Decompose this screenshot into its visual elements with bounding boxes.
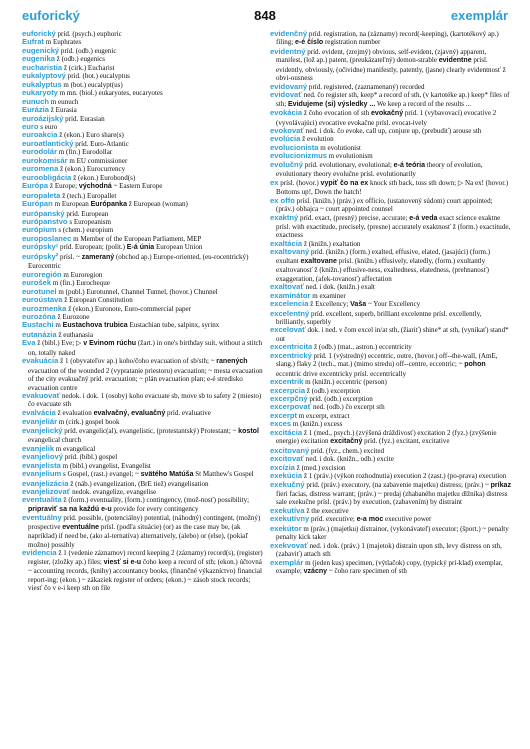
dictionary-entry xyxy=(22,89,264,97)
entry-text: príd. (bot.) eucalyptus xyxy=(65,72,130,81)
page-header xyxy=(0,0,530,26)
entry-text: príd. evident, (zrejmý) obvious, self-evident, (zjavný) apparent, manifest, (lož ap.) patent, (preukázateľný) demon-strable xyxy=(276,47,487,65)
dictionary-entry xyxy=(270,179,512,197)
entry-text: m European xyxy=(52,200,91,209)
headword: euromena xyxy=(22,164,59,174)
headword: exekvovať xyxy=(270,540,308,550)
entry-text: ž Eurozone xyxy=(55,312,90,321)
entry-text: ž Europe; xyxy=(48,182,79,191)
headword: európsky² xyxy=(22,251,59,261)
example-phrase: evokačný xyxy=(370,110,404,118)
entry-text: ned. čo register sth, keep* a record of sth, (v kartotéke ap.) keep* files of sth; xyxy=(276,91,510,108)
entry-text: ~ Your Excellency xyxy=(366,300,421,309)
entry-text: ž (ekon.) Euro share(s) xyxy=(57,131,124,140)
dictionary-entry xyxy=(270,447,512,455)
example-phrase: pohon xyxy=(464,361,486,369)
dictionary-entry xyxy=(270,559,512,577)
headword: exekučný xyxy=(270,479,305,489)
headword: euroústava xyxy=(22,295,63,305)
entry-text: m excerpt, extract xyxy=(297,411,350,420)
entry-text: m eunuch xyxy=(49,97,79,106)
headword: excelovať xyxy=(270,325,306,335)
entry-text: príd. exact, (presný) precise, accurate; xyxy=(298,213,410,222)
headword: excerpčný xyxy=(270,394,308,404)
entry-text: provide for every contingency xyxy=(111,504,199,513)
entry-text: m examiner xyxy=(310,291,346,300)
headword: excelentný xyxy=(270,308,310,318)
dictionary-entry xyxy=(22,253,264,271)
entry-text: príd. (psych.) euphoric xyxy=(55,30,122,38)
dictionary-entry xyxy=(22,192,264,200)
dictionary-entry xyxy=(22,115,264,123)
dictionary-entry xyxy=(270,403,512,411)
example-phrase: Evidujeme (si) výsledky ... xyxy=(287,100,376,108)
headword: eurotunel xyxy=(22,286,57,296)
entry-text: príd. (fyz.) excitant, excitative xyxy=(362,437,450,446)
entry-text: ž Excellency; xyxy=(308,300,351,309)
headword: eukaryoty xyxy=(22,88,58,98)
dictionary-entry xyxy=(270,248,512,283)
entry-text: ž 1 (práv.) (výkon rozhodnutia) execution 2 (zast.) (po-prava) execution xyxy=(302,472,507,481)
entry-text: čoho keep a record of sth; (ekon.) účtovná ~ accounting records, (knihy) accountancy books, (finančné výkazníctvo) financial report-ing; (ekon.) ~ zákaziek register of orders; (ekon.) ~ zásob stock records; viesť čo v e-i keep sth on file xyxy=(28,557,262,592)
example-phrase: v Evinom rúchu xyxy=(83,340,137,348)
dictionary-entry xyxy=(270,214,512,240)
example-phrase: pripraviť sa na každú e-u xyxy=(28,505,112,513)
entry-text: evacuation of the wounded 2 (vypratanie priestoru) evacuation; ~ mesta evacuation of the city evakuačný príd. evacuation; ~ plán evacuation plan; e-é stredisko evacuation centre xyxy=(28,366,263,392)
entry-text: ž (odb.) excerption xyxy=(305,386,361,395)
headword: excitácia xyxy=(270,427,303,437)
dictionary-entry xyxy=(270,197,512,214)
entry-text: ž evolution xyxy=(300,135,334,144)
entry-text: príd. registration, na (záznamy) record(-keeping), (kartotékový ap.) filing; xyxy=(276,30,499,47)
entry-text: príd. (knižn.) (form.) exalted, effusive, elated, (jasajúci) (form.) exultant xyxy=(276,248,491,265)
entry-text: ~ čoho rare specimen of sth xyxy=(327,567,407,576)
dictionary-entry xyxy=(22,174,264,182)
headword: evidentný xyxy=(270,46,306,56)
entry-text: príd. evolutionary, evolutional; xyxy=(302,160,394,169)
headword: eukalyptový xyxy=(22,71,66,81)
entry-text: ž 1 (med., psych.) (zvýšená dráždivosť) excitation 2 (fyz.) (zvýšenie energie) excitation xyxy=(276,428,497,446)
headword: euforický xyxy=(22,29,56,38)
headword: examinátor xyxy=(270,290,311,300)
entry-text: m (publ.) Eurotunnel, Channel Tunnel, (hovor.) Chunnel xyxy=(56,287,218,296)
entry-text: ned. (odb.) čo excerpt sth xyxy=(311,403,385,412)
entry-text: m evangelical xyxy=(54,444,96,453)
dictionary-entry xyxy=(22,81,264,89)
headword: evanjeliár xyxy=(22,417,58,427)
headword: evanjelizácia xyxy=(22,478,69,488)
headword: evidencia xyxy=(22,548,57,558)
headword: euro xyxy=(22,121,39,131)
example-phrase: e-á teória xyxy=(393,161,426,169)
headword: ex xyxy=(270,177,279,187)
entry-text: prísl. ~ xyxy=(58,252,82,261)
headword: eventuálny xyxy=(22,513,62,523)
example-phrase: e-é číslo xyxy=(295,39,324,47)
dictionary-entry xyxy=(270,352,512,378)
entry-text: príd. (odb.) excerption xyxy=(307,395,373,404)
dictionary-entry xyxy=(270,48,512,83)
headword: euroázijský xyxy=(22,113,64,123)
entry-text: príd. (práv.) executory, (na zabavenie majetku) distress; (práv.) ~ xyxy=(304,480,491,489)
example-phrase: evalvačný, evaluačný xyxy=(93,409,166,417)
entry-text: príd. evaluative xyxy=(165,408,211,417)
headword: evolucionista xyxy=(270,142,319,152)
entry-text: príd. registered, (zaznamenaný) recorded xyxy=(307,82,425,91)
headword: eugenický xyxy=(22,45,60,55)
headword: Eufrat xyxy=(22,37,44,47)
dictionary-entry xyxy=(270,464,512,472)
dictionary-entry xyxy=(270,481,512,507)
headword: excízia xyxy=(270,462,295,472)
entry-text: We keep a record of the results ... xyxy=(375,99,472,108)
dictionary-entry xyxy=(270,30,512,48)
entry-text: s (chem.) europium xyxy=(56,226,114,235)
headword: excentricita xyxy=(270,342,313,352)
entry-text: ž (ekon.) Euronote, Euro-commercial paper xyxy=(66,304,191,313)
headword: ex offo xyxy=(270,195,295,205)
entry-text: príd. (bibl.) gospel xyxy=(62,453,118,462)
entry-text: ž (ekon.) Eurocurrency xyxy=(58,165,126,174)
headword: evanjelik xyxy=(22,443,55,453)
entry-text: ž 1 (vedenie záznamov) record keeping 2 (záznamy) record(s), (register) register, (zložky ap.) files; xyxy=(28,549,263,566)
headword: exekutíva xyxy=(270,505,305,515)
example-phrase: Európanka xyxy=(90,201,128,209)
entry-text: nedok. evangelize, evangelise xyxy=(70,488,157,497)
entry-text: m Euroregion xyxy=(61,270,103,279)
entry-text: m (bibl.) evangelist, Evangelist xyxy=(60,461,151,470)
dictionary-entry xyxy=(22,409,264,418)
entry-text: ned. i dok. (knižn.) exalt xyxy=(304,283,375,292)
dictionary-entry xyxy=(22,157,264,165)
dictionary-entry xyxy=(270,83,512,91)
headword: europoslanec xyxy=(22,233,72,243)
entry-text: ž (tech.) Europallet xyxy=(60,191,117,200)
entry-text: eccentric drive excentricky prísl. eccentrically xyxy=(276,369,407,378)
headword: evokovať xyxy=(270,125,305,135)
entry-text: príd. executive; xyxy=(309,515,357,524)
entry-text: nedok. i dok. 1 (osoby) koho evacuate sb, move sb to safety 2 (miesto) čo evacuate sth xyxy=(28,392,262,409)
entry-text: príd. 1 (výstredný) eccentric, outre, (hovor.) off--the-wall, (AmE, slang.) flaky 2 (tech., mat.) (mimo stredu) off--centre, eccentric; ~ xyxy=(276,351,498,369)
entry-text: m evolutionism xyxy=(326,152,373,161)
headword: exces xyxy=(270,419,292,429)
headword: Eva xyxy=(22,338,36,348)
example-phrase: evidentne xyxy=(438,57,472,65)
entry-text: m Euphrates xyxy=(43,38,82,47)
headword: európium xyxy=(22,225,57,235)
entry-text: príd. (odb.) eugenic xyxy=(59,46,117,55)
dictionary-entry xyxy=(270,420,512,428)
headword: excerpt xyxy=(270,410,298,420)
headword: evanjelium xyxy=(22,469,62,479)
entry-text: m EU commissioner xyxy=(67,156,128,165)
entry-text: ž (bibl.) Eve; ▷ xyxy=(35,339,84,348)
headword: eunuch xyxy=(22,96,50,106)
entry-text: m (bot.) eucalypt(us) xyxy=(61,80,123,89)
headword: európanský xyxy=(22,208,65,218)
entry-text: ž European Constitution xyxy=(62,296,133,305)
entry-text: (žart.) in one's birthday suit, without a stitch on, totally naked xyxy=(28,339,263,357)
running-head-right: exemplár xyxy=(450,8,508,23)
entry-text: ž čoho evocation of sth xyxy=(302,109,371,118)
example-phrase: vypiť čo na ex xyxy=(320,179,369,187)
dictionary-entry xyxy=(270,310,512,327)
entry-text: príd. evangelic(al), evangelistic, (protestantský) Protestant; ~ xyxy=(62,426,239,435)
headword: exaktný xyxy=(270,212,299,222)
headword: evakuovať xyxy=(22,391,61,401)
entry-text: ž (cirk.) Eucharist xyxy=(62,63,115,72)
headword: Eurázia xyxy=(22,105,50,115)
entry-text: m (fin.) Eurodollar xyxy=(57,148,113,157)
dictionary-entry xyxy=(22,514,264,549)
entry-text: theory of evolution, evolutionary theory evolučne prísl. evolutionarily xyxy=(276,160,483,179)
headword: europaleta xyxy=(22,190,61,200)
entry-text: m (jeden kus) specimen, (výtlačok) copy, (typický prí-klad) exemplar, example; xyxy=(276,558,503,576)
example-phrase: exaltovane xyxy=(300,257,337,265)
entry-text: s Gospel, (rast.) evangel; ~ xyxy=(61,470,141,479)
headword: exaltovaný xyxy=(270,247,310,257)
example-phrase: svätého Matúša xyxy=(140,471,194,479)
entry-text: prísl. (hovor.) xyxy=(278,178,321,187)
headword: evolúcia xyxy=(270,134,301,144)
headword: exekútor xyxy=(270,523,302,533)
entry-text: European Union xyxy=(154,243,203,252)
headword: Európa xyxy=(22,181,49,191)
dictionary-entry xyxy=(22,496,264,514)
entry-text: ž (med.) excision xyxy=(294,463,346,472)
headword: Eustachi xyxy=(22,320,54,330)
entry-text: registration number xyxy=(323,38,381,47)
headword: excentrický xyxy=(270,350,312,360)
entry-text: m (práv.) (majetku) distrainor, (vykonávateľ) executor; (šport.) ~ penalty penalty kick taker xyxy=(276,524,509,542)
entry-text: ž (ekon.) Eurobond(s) xyxy=(71,173,136,182)
headword: euroatlantický xyxy=(22,138,74,148)
entry-text: (obchod ap.) Europe-oriented, (eu-rocentrický) Eurocentric xyxy=(28,252,249,271)
headword: excentrik xyxy=(270,377,304,387)
entry-text: ž 1 (obyvateľov ap.) koho/čoho evacuation of sb/sth; ~ xyxy=(58,357,217,366)
dictionary-entry xyxy=(22,392,264,409)
dictionary-entry xyxy=(270,429,512,447)
headword: európanstvo xyxy=(22,216,68,226)
entry-text: ned. i dok. (knižn., odb.) excite xyxy=(304,455,394,464)
headword: evidovať xyxy=(270,90,302,100)
headword: euroobligácia xyxy=(22,172,72,182)
example-phrase: e-á veda xyxy=(409,214,438,222)
headword: excerpovať xyxy=(270,402,312,412)
dictionary-entry xyxy=(22,305,264,313)
headword: evalvácia xyxy=(22,407,56,417)
dictionary-entry xyxy=(270,152,512,160)
headword: evanjeliový xyxy=(22,452,63,462)
entry-text: ž (form.) eventuality, (form.) contingency, (mož-nosť) possibility; xyxy=(61,496,250,505)
entry-text: príd. possible, (potenciálny) potential, (náhodný) contingent, (možný) prospective xyxy=(28,514,261,531)
entry-text: príd. Eurasian xyxy=(63,114,105,123)
entry-text: m mn. (biol.) eukaryotes, eucaryotes xyxy=(57,89,163,98)
dictionary-entry xyxy=(22,279,264,287)
example-phrase: ranených xyxy=(216,358,248,366)
entry-text: ž (odb.) eugenics xyxy=(54,55,106,64)
entry-text: m (knižn.) eccentric (person) xyxy=(303,378,387,387)
example-phrase: kostol xyxy=(238,427,259,435)
dictionary-entry xyxy=(22,98,264,106)
entry-text: exact science exaktne prísl. with exactitude, precisely, (presne) accurately exaktnosť ž (form.) exactitude, exactness xyxy=(276,213,511,240)
example-phrase: Vaša xyxy=(350,301,367,309)
headword: euroregión xyxy=(22,269,62,279)
headword: eugenika xyxy=(22,54,55,64)
example-phrase: východná xyxy=(78,183,112,191)
entry-text: ž the executive xyxy=(304,506,349,515)
dictionary-entry xyxy=(22,357,264,392)
entry-text: príd. (fyz., chem.) excited xyxy=(309,446,385,455)
headword: exaltácia xyxy=(270,238,303,248)
headword: exekutívny xyxy=(270,514,310,524)
entry-text: fieri facias, distress warrant; (práv.) ~ predaj (zhabaného majetku dlžníka) distress sale exekučne prísl. (práv.) by execution, (zabavením) by distraint xyxy=(276,490,508,507)
dictionary-entry xyxy=(270,91,512,109)
headword: eurokomisár xyxy=(22,155,68,165)
entry-text: dok. i ned. v čom excel in/at sth, (žiariť) shine* at sth, (vynikať) stand* out xyxy=(276,326,509,343)
headword: eukalyptus xyxy=(22,79,62,89)
right-column xyxy=(270,30,512,577)
dictionary-entry xyxy=(270,525,512,542)
entry-text: ž Eurasia xyxy=(49,106,77,115)
headword: eucharistia xyxy=(22,62,63,72)
entry-text: príd. European xyxy=(64,209,109,218)
entry-text: m Member of the European Parliament, MEP xyxy=(71,234,202,243)
headword: evokácia xyxy=(270,108,303,118)
headword: evakuácia xyxy=(22,356,59,366)
dictionary-entry xyxy=(270,161,512,179)
example-phrase: príkaz xyxy=(490,481,511,489)
headword: excitovaný xyxy=(270,445,310,455)
headword: evolučný xyxy=(270,159,303,169)
entry-text: m evolutionist xyxy=(318,143,361,152)
entry-text: s euro xyxy=(38,122,58,131)
entry-text: ned. i dok. čo evoke, call up, conjure up, (prebudiť) arouse sth xyxy=(304,126,482,135)
entry-text: prísl. (knižn.) (práv.) ex officio, (ustanovený súdom) court appointed; (práv.) obhajca ~ court appointed counsel xyxy=(276,196,493,214)
entry-text: m (fin.) Eurocheque xyxy=(51,279,110,288)
entry-text: ž European (woman) xyxy=(127,200,188,209)
dictionary-entry xyxy=(22,339,264,357)
example-phrase: vzácny xyxy=(303,568,328,576)
headword: evanjelizovať xyxy=(22,487,71,497)
entry-text: Eustachian tube, salpinx, syrinx xyxy=(127,321,220,330)
headword: evolucionizmus xyxy=(270,151,327,161)
entry-text: m xyxy=(53,321,63,330)
headword: exaltovať xyxy=(270,282,305,292)
entry-text: ž (knižn.) exaltation xyxy=(302,239,361,248)
entry-text: executive power xyxy=(383,515,432,524)
headword: eurošek xyxy=(22,278,52,288)
dictionary-entry xyxy=(270,378,512,386)
headword: Európan xyxy=(22,199,53,209)
entry-text: prísl. (knižn.) effusively, elatedly, (form.) exultantly exaltovanosť ž (knižn.) effusive-ness, exaltedness, elatedness, (prehnanosť) exaggeration, (afek-tovanosť) affectation xyxy=(276,256,489,283)
headword: evidenčný xyxy=(270,29,308,38)
headword: eurozmenka xyxy=(22,303,67,313)
left-column xyxy=(22,30,264,592)
entry-text: príd. Euro-Atlantic xyxy=(73,139,129,148)
dictionary-entry xyxy=(270,455,512,463)
dictionary-entry xyxy=(270,326,512,343)
dictionary-entry xyxy=(22,321,264,330)
entry-text: ned. i dok. (práv.) 1 (majetok) distrain upon sth, levy distress on sth, (zabaviť) attach sth xyxy=(276,541,502,559)
headword: eutanázia xyxy=(22,329,57,339)
entry-text: príd. excellent, superb, brilliant excelentne prísl. excellently, brilliantly, superbly xyxy=(276,309,482,326)
example-phrase: excitačný xyxy=(330,438,363,446)
example-phrase: Eustachova trubica xyxy=(62,322,128,330)
entry-text: ž evaluation xyxy=(55,408,94,417)
dictionary-entry xyxy=(22,549,264,592)
headword: eurozóna xyxy=(22,311,56,321)
entry-text: príd. European; (polit.) xyxy=(58,243,127,252)
page-number: 848 xyxy=(254,8,276,23)
dictionary-entry xyxy=(22,271,264,279)
headword: evidovaný xyxy=(270,81,308,91)
entry-text: ž (náb.) evangelization, (BrE tiež) evangelisation xyxy=(68,479,209,488)
example-phrase: viesť si e-u xyxy=(103,558,142,566)
entry-text: m (cirk.) gospel book xyxy=(57,418,120,427)
entry-text: prísl. (podľa situácie) (or) as the case may be, (ak napríklad) if need be, (ako al-ternatíva) alternatively, (alebo) or (else), (pokiaľ možno) possibly xyxy=(28,522,249,549)
dictionary-entry xyxy=(22,243,264,252)
entry-text: St Matthew's Gospel xyxy=(193,470,254,479)
headword: európsky¹ xyxy=(22,242,59,252)
headword: excelencia xyxy=(270,299,309,309)
dictionary-entry xyxy=(22,427,264,445)
headword: exemplár xyxy=(270,557,304,567)
headword: excerpcia xyxy=(270,385,306,395)
headword: evanjelický xyxy=(22,425,63,435)
entry-text: príd. 1 (vybavovací) evocative 2 (vyvolávajúci) evocative evokačne prísl. evocat-ively xyxy=(276,109,497,127)
dictionary-entry xyxy=(270,542,512,559)
dictionary-entry xyxy=(270,472,512,480)
headword: excitovať xyxy=(270,454,305,464)
entry-text: prísl. evidently, obviously, (očividne) manifestly, patently, (jasne) clearly evidentnosť ž obvi-ousness xyxy=(276,56,506,83)
example-phrase: E-á únia xyxy=(126,244,155,252)
example-phrase: e-a moc xyxy=(356,516,384,524)
example-phrase: zameraný xyxy=(81,253,115,261)
headword: evanjelista xyxy=(22,460,61,470)
entry-text: m (knižn.) excess xyxy=(291,420,343,429)
headword: euroakcia xyxy=(22,130,58,140)
dictionary-entry xyxy=(270,515,512,524)
entry-text: s Europeanism xyxy=(67,217,112,226)
headword: eventualita xyxy=(22,495,62,505)
running-head-left: euforický xyxy=(22,8,80,23)
entry-text: ž (odb.) (mat., astron.) eccentricity xyxy=(312,343,412,352)
entry-text: ~ Eastern Europe xyxy=(111,182,163,191)
headword: eurodolár xyxy=(22,147,58,157)
entry-text: knock sth back, toss sth down; ▷ Na ex! (hovor.) Bottoms up!, Down the hatch! xyxy=(276,178,509,197)
example-phrase: eventuálne xyxy=(62,523,100,531)
entry-text: evangelical church xyxy=(28,436,82,445)
headword: exekúcia xyxy=(270,471,303,481)
entry-text: ž euthanasia xyxy=(56,330,93,339)
dictionary-entry xyxy=(270,109,512,127)
